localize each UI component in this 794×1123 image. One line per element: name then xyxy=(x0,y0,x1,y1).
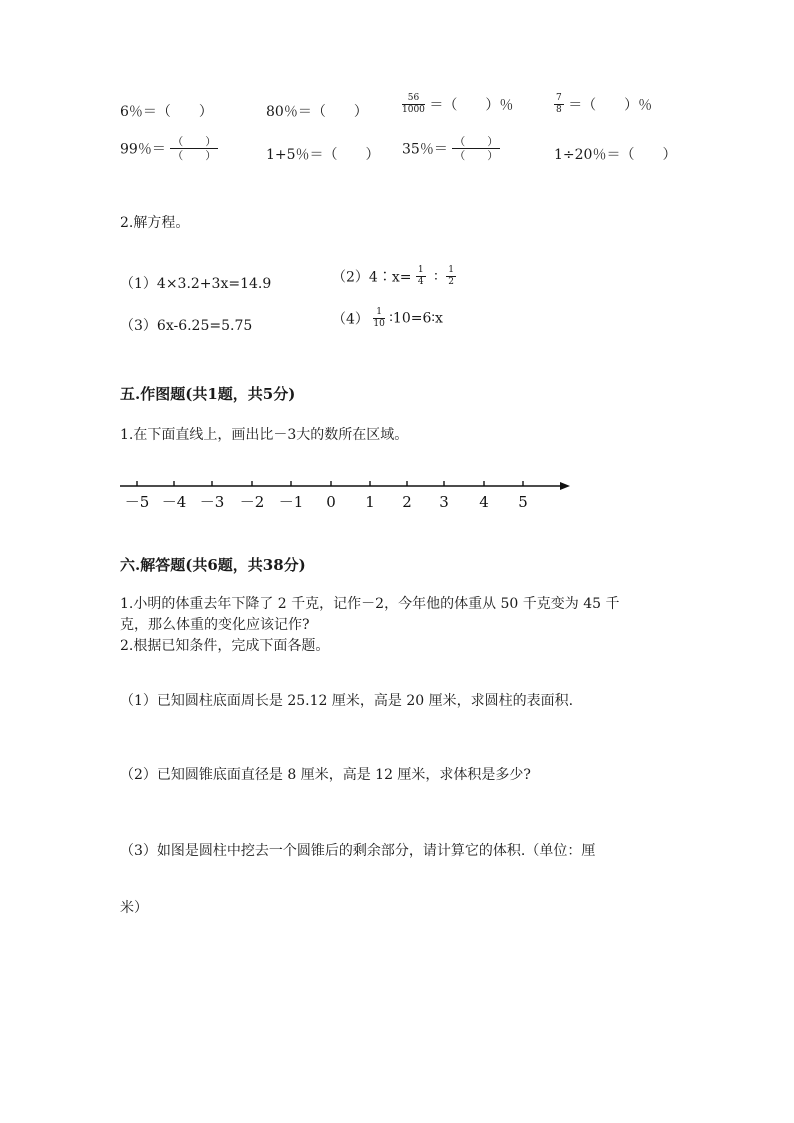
number-line-label: 4 xyxy=(479,493,489,511)
q2-title: 2.解方程。 xyxy=(120,215,190,231)
number-line-label: 0 xyxy=(326,493,336,511)
fraction-7-8: $\frac{7}{8}$ xyxy=(556,93,562,115)
conv-2-2: 1+5％＝（ ） xyxy=(266,147,380,163)
conv-2-3: 35％＝ $\frac{( )}{( )}$ xyxy=(402,135,499,162)
conv-1-4: $\frac{7}{8}$ ＝（ ）％ xyxy=(556,93,653,115)
fraction-56-1000: $\frac{56}{1000}$ xyxy=(402,93,425,115)
section-6-title: 六.解答题(共6题，共38分) xyxy=(120,556,306,574)
arrow-right-icon xyxy=(560,482,570,490)
part-2: （2）已知圆锥底面直径是 8 厘米，高是 12 厘米，求体积是多少? xyxy=(120,767,531,783)
conv-1-1: 6％＝（ ） xyxy=(120,104,213,120)
conv-2-4: 1÷20％＝（ ） xyxy=(554,147,677,163)
number-line-label: 2 xyxy=(402,493,412,511)
part-3-line1: （3）如图是圆柱中挖去一个圆锥后的剩余部分，请计算它的体积.（单位：厘 xyxy=(120,843,596,859)
equation-2: （2）4∶x= $\frac{1}{4}$ ∶ $\frac{1}{2}$ xyxy=(332,265,454,287)
part-3-line2: 米） xyxy=(120,900,148,916)
number-line-label: 5 xyxy=(518,493,528,511)
conv-2-1: 99％＝ $\frac{( )}{( )}$ xyxy=(120,135,217,162)
number-line-label: －2 xyxy=(239,493,265,511)
number-line-label: －3 xyxy=(199,493,225,511)
section-6-q2: 2.根据已知条件，完成下面各题。 xyxy=(120,638,330,654)
conv-1-3: $\frac{56}{1000}$ ＝（ ）％ xyxy=(402,93,514,115)
fraction-1-4: $\frac{1}{4}$ xyxy=(417,265,424,287)
equation-3: （3）6x-6.25=5.75 xyxy=(120,318,253,334)
number-line-label: －1 xyxy=(278,493,304,511)
fraction-1-10: $\frac{1}{10}$ xyxy=(373,307,385,329)
section-6-q1-line2: 克，那么体重的变化应该记作? xyxy=(120,617,310,633)
section-5-title: 五.作图题(共1题，共5分) xyxy=(120,385,296,403)
number-line-label: 3 xyxy=(439,493,449,511)
equation-4: （4） $\frac{1}{10}$ ∶10=6∶x xyxy=(332,307,443,329)
section-6-q1-line1: 1.小明的体重去年下降了 2 千克，记作－2，今年他的体重从 50 千克变为 45 千 xyxy=(120,596,620,612)
section-5-q1: 1.在下面直线上，画出比－3大的数所在区域。 xyxy=(120,427,409,443)
fraction-blank: $\frac{( )}{( )}$ xyxy=(172,135,217,162)
number-line-label: －4 xyxy=(161,493,187,511)
equation-1: （1）4×3.2+3x=14.9 xyxy=(120,276,272,292)
part-1: （1）已知圆柱底面周长是 25.12 厘米，高是 20 厘米，求圆柱的表面积. xyxy=(120,693,574,709)
fraction-blank: $\frac{( )}{( )}$ xyxy=(454,135,499,162)
number-line-label: 1 xyxy=(365,493,375,511)
conv-1-2: 80％＝（ ） xyxy=(266,104,368,120)
fraction-1-2: $\frac{1}{2}$ xyxy=(448,265,454,287)
number-line xyxy=(0,470,794,520)
number-line-label: －5 xyxy=(124,493,150,511)
